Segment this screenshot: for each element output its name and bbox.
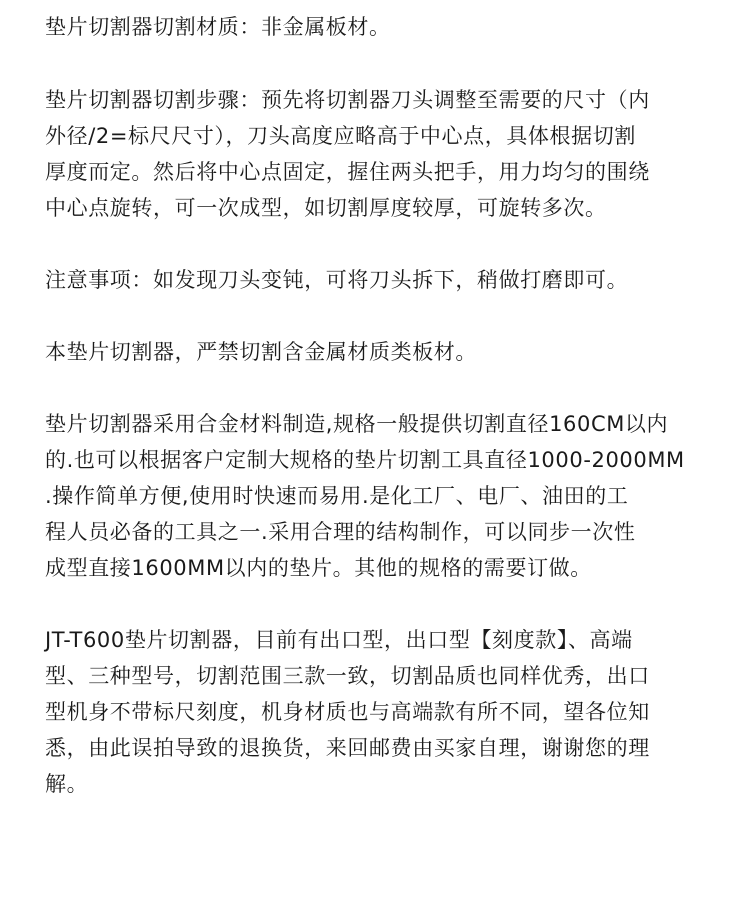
paragraph-line: 型、三种型号，切割范围三款一致，切割品质也同样优秀，出口 bbox=[45, 664, 650, 688]
paragraph-line: 中心点旋转，可一次成型，如切割厚度较厚，可旋转多次。 bbox=[45, 196, 607, 220]
paragraph-line: 本垫片切割器，严禁切割含金属材质类板材。 bbox=[45, 340, 477, 364]
paragraph-line: 悉，由此误拍导致的退换货，来回邮费由买家自理，谢谢您的理 bbox=[45, 736, 650, 760]
paragraph-spec bbox=[45, 406, 725, 586]
paragraph-material bbox=[45, 9, 725, 45]
paragraph-line: 外径/2=标尺尺寸），刀头高度应略高于中心点，具体根据切割 bbox=[45, 124, 636, 148]
paragraph-line: 型机身不带标尺刻度，机身材质也与高端款有所不同，望各位知 bbox=[45, 700, 650, 724]
paragraph-notes bbox=[45, 262, 725, 298]
paragraph-line: .操作简单方便,使用时快速而易用.是化工厂、电厂、油田的工 bbox=[45, 484, 629, 508]
paragraph-line: 解。 bbox=[45, 772, 89, 796]
paragraph-line: 程人员必备的工具之一.采用合理的结构制作，可以同步一次性 bbox=[45, 520, 636, 544]
paragraph-steps bbox=[45, 82, 725, 226]
paragraph-line: 垫片切割器切割材质：非金属板材。 bbox=[45, 15, 391, 39]
paragraph-model bbox=[45, 622, 725, 802]
paragraph-line: 垫片切割器切割步骤：预先将切割器刀头调整至需要的尺寸（内 bbox=[45, 88, 650, 112]
paragraph-line: 垫片切割器采用合金材料制造,规格一般提供切割直径160CM以内 bbox=[45, 412, 669, 436]
paragraph-line: JT-T600垫片切割器，目前有出口型，出口型【刻度款】、高端 bbox=[45, 628, 633, 652]
paragraph-warning bbox=[45, 334, 725, 370]
paragraph-line: 厚度而定。然后将中心点固定，握住两头把手，用力均匀的围绕 bbox=[45, 160, 650, 184]
paragraph-line: 的.也可以根据客户定制大规格的垫片切割工具直径1000-2000MM bbox=[45, 448, 685, 472]
paragraph-line: 注意事项：如发现刀头变钝，可将刀头拆下，稍做打磨即可。 bbox=[45, 268, 629, 292]
paragraph-line: 成型直接1600MM以内的垫片。其他的规格的需要订做。 bbox=[45, 556, 592, 580]
